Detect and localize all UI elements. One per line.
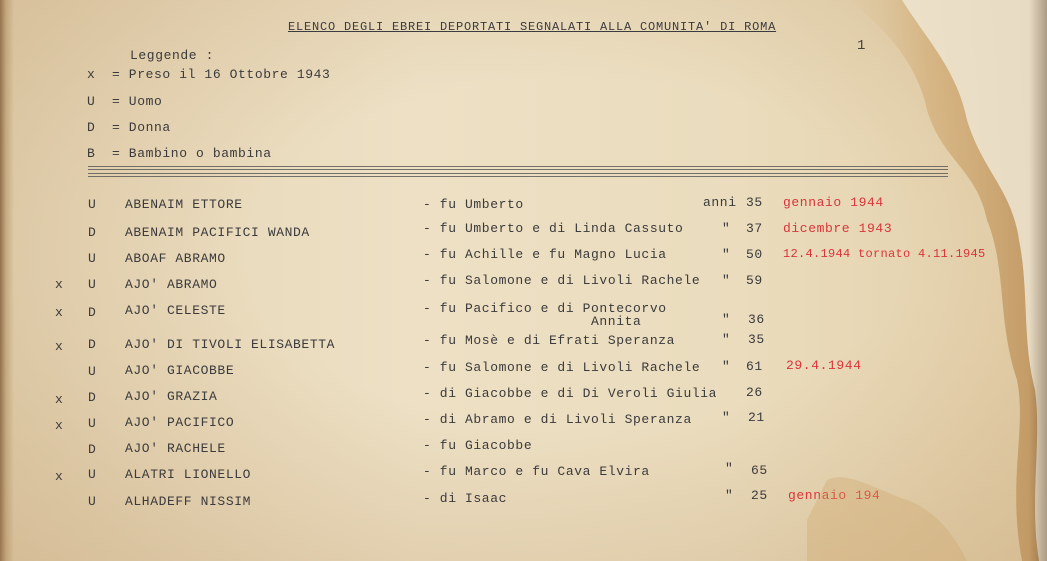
sex-code: U xyxy=(88,251,97,266)
sex-code: U xyxy=(88,467,97,482)
sex-code: U xyxy=(88,277,97,292)
sex-code: U xyxy=(88,494,97,509)
person-name: AJO' CELESTE xyxy=(125,303,226,318)
deport-mark: x xyxy=(55,418,64,433)
legend-key-b: B xyxy=(87,146,96,161)
parents: - fu Salomone e di Livoli Rachele xyxy=(423,273,701,288)
sex-code: U xyxy=(88,416,97,431)
legend-key-d: D xyxy=(87,120,96,135)
legend-key-x: x xyxy=(87,67,96,82)
sex-code: U xyxy=(88,197,97,212)
parents-continued: Annita xyxy=(591,314,642,329)
legend-text-x: = Preso il 16 Ottobre 1943 xyxy=(112,67,331,82)
parents: - fu Giacobbe xyxy=(423,438,533,453)
person-name: AJO' ABRAMO xyxy=(125,277,218,292)
parents: - fu Salomone e di Livoli Rachele xyxy=(423,360,701,375)
person-name: ALHADEFF NISSIM xyxy=(125,494,252,509)
deportation-note: gennaio 194 xyxy=(788,488,881,503)
age: 35 xyxy=(748,332,765,347)
person-name: AJO' PACIFICO xyxy=(125,415,235,430)
age: 36 xyxy=(748,312,765,327)
age: 59 xyxy=(746,273,763,288)
person-name: ABENAIM ETTORE xyxy=(125,197,243,212)
age: 50 xyxy=(746,247,763,262)
age: 26 xyxy=(746,385,763,400)
age: 37 xyxy=(746,221,763,236)
person-name: AJO' GIACOBBE xyxy=(125,363,235,378)
parents: - di Isaac xyxy=(423,491,508,506)
deport-mark: x xyxy=(55,392,64,407)
deportation-note: gennaio 1944 xyxy=(783,195,884,210)
parents: - di Giacobbe e di Di Veroli Giulia xyxy=(423,386,718,401)
legend-heading: Leggende : xyxy=(130,48,215,63)
age: 65 xyxy=(751,463,768,478)
age-prefix: " xyxy=(725,461,734,476)
deportation-note: 12.4.1944 tornato 4.11.1945 xyxy=(783,247,986,261)
parents: - fu Umberto xyxy=(423,197,524,212)
parents: - fu Marco e fu Cava Elvira xyxy=(423,464,650,479)
age-prefix: " xyxy=(722,312,731,327)
age: 35 xyxy=(746,195,763,210)
deport-mark: x xyxy=(55,305,64,320)
parents: - di Abramo e di Livoli Speranza xyxy=(423,412,692,427)
deport-mark: x xyxy=(55,339,64,354)
person-name: AJO' RACHELE xyxy=(125,441,226,456)
age-prefix: " xyxy=(722,221,731,236)
sex-code: D xyxy=(88,225,97,240)
age-prefix: " xyxy=(722,359,731,374)
torn-paper-edge xyxy=(807,0,1047,561)
page-number: 1 xyxy=(857,38,867,54)
age-prefix: anni xyxy=(703,195,737,210)
sex-code: D xyxy=(88,442,97,457)
age-prefix: " xyxy=(725,488,734,503)
person-name: AJO' GRAZIA xyxy=(125,389,218,404)
deportation-note: 29.4.1944 xyxy=(786,358,862,373)
legend-text-d: = Donna xyxy=(112,120,171,135)
deport-mark: x xyxy=(55,469,64,484)
binding-shadow xyxy=(1029,0,1047,561)
sex-code: D xyxy=(88,390,97,405)
sex-code: D xyxy=(88,305,97,320)
age: 21 xyxy=(748,410,765,425)
parents: - fu Umberto e di Linda Cassuto xyxy=(423,221,684,236)
sex-code: D xyxy=(88,337,97,352)
legend-text-b: = Bambino o bambina xyxy=(112,146,272,161)
age-prefix: " xyxy=(722,332,731,347)
person-name: AJO' DI TIVOLI ELISABETTA xyxy=(125,337,336,352)
legend-text-u: = Uomo xyxy=(112,94,163,109)
person-name: ABOAF ABRAMO xyxy=(125,251,226,266)
legend-key-u: U xyxy=(87,94,96,109)
age-prefix: " xyxy=(722,273,731,288)
age: 25 xyxy=(751,488,768,503)
deportation-note: dicembre 1943 xyxy=(783,221,893,236)
parents: - fu Mosè e di Efrati Speranza xyxy=(423,333,676,348)
sex-code: U xyxy=(88,364,97,379)
person-name: ABENAIM PACIFICI WANDA xyxy=(125,225,310,240)
parents: - fu Achille e fu Magno Lucia xyxy=(423,247,667,262)
age-prefix: " xyxy=(722,247,731,262)
parents: - fu Pacifico e di Pontecorvo xyxy=(423,301,667,316)
age: 61 xyxy=(746,359,763,374)
person-name: ALATRI LIONELLO xyxy=(125,467,252,482)
deport-mark: x xyxy=(55,277,64,292)
age-prefix: " xyxy=(722,410,731,425)
document-title: ELENCO DEGLI EBREI DEPORTATI SEGNALATI ALLA COMUNITA' DI ROMA xyxy=(288,20,777,34)
